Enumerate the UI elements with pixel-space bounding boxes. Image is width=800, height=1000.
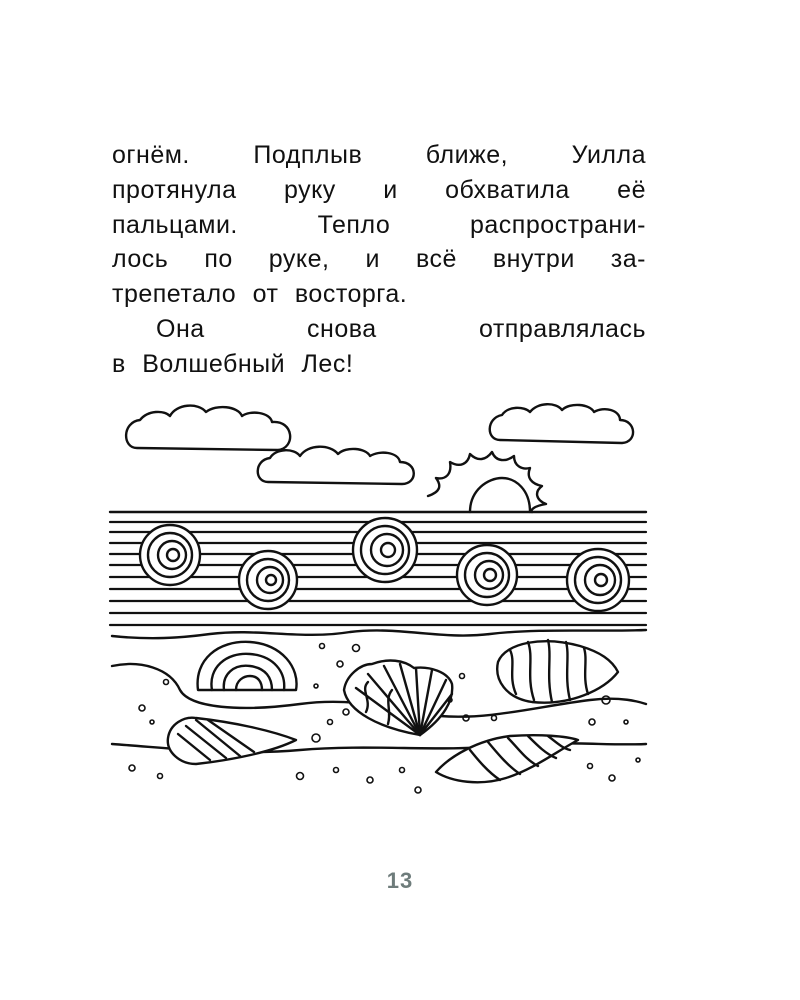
body-text <box>112 138 646 382</box>
seaside-illustration <box>100 398 660 798</box>
text-line: огнём. Подплыв ближе, Уилла <box>112 141 646 169</box>
page-number: 13 <box>386 868 414 893</box>
auger-shell-icon <box>436 735 578 782</box>
sun-icon <box>428 452 546 512</box>
cloud-right <box>490 404 633 443</box>
striped-shell-icon <box>497 640 618 703</box>
wave-spiral <box>239 551 297 609</box>
wave-spiral <box>457 545 517 605</box>
cloud-middle <box>258 447 414 484</box>
text-line: пальцами. Тепло распространи- <box>112 210 646 239</box>
round-shell-icon <box>198 642 297 690</box>
text-line: лось по руке, и всё внутри за- <box>112 245 646 274</box>
wave-spiral <box>140 525 200 585</box>
text-line: протянула руку и обхватила её <box>112 175 646 204</box>
text-line: в Волшебный Лес! <box>112 349 354 378</box>
wave-spiral <box>353 518 417 582</box>
cone-shell-icon <box>168 718 296 764</box>
text-line: Она снова отправлялась <box>156 314 646 343</box>
cloud-left <box>126 406 290 450</box>
text-line: трепетало от восторга. <box>112 280 408 309</box>
wave-spiral <box>567 549 629 611</box>
scallop-shell-icon <box>344 661 452 735</box>
shoreline <box>112 630 646 638</box>
